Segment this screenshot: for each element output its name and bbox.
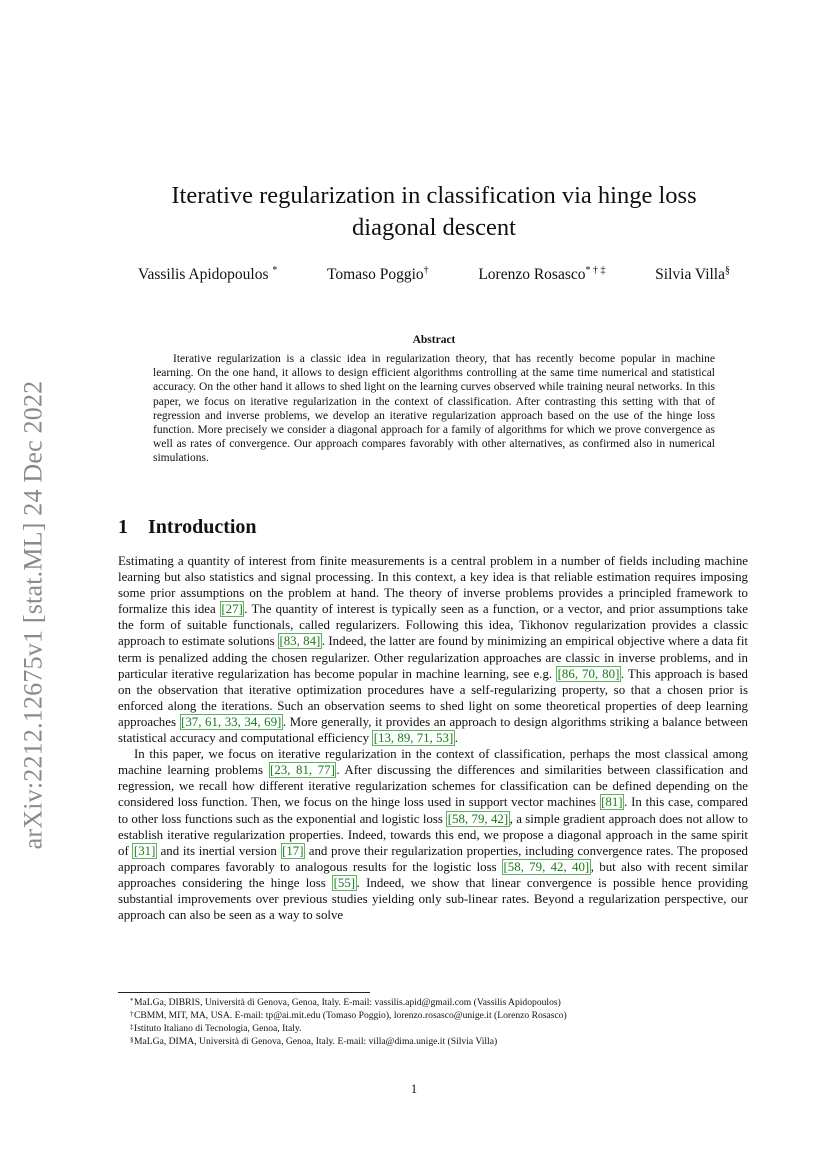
footnote: ‡ Istituto Italiano di Tecnologia, Genoa, Italy. bbox=[130, 1023, 302, 1034]
abstract-heading: Abstract bbox=[412, 334, 456, 346]
citation-link[interactable]: [58, 79, 42, 40] bbox=[503, 859, 590, 874]
paragraph: In this paper, we focus on iterative regularization in the context of classification, perhaps the most classical among machine learning problems [23, 81, 77] . After discussing the differences and similarities between classification and regression, we recall how different iterative regularization schemes for classification can be defined depending on the considered loss function. Then, we focus on the hinge loss used in support vector machines [81] . In this case, compared to other loss functions such as the exponential and logistic loss [58, 79, 42] , a simple gradient approach does not allow to establish iterative regularization properties. Indeed, towards this end, we propose a diagonal approach in the same spirit of [31] and its inertial version [17] and prove their regularization properties, including convergence rates. The proposed approach compares favorably to analogous results for the logistic loss [58, 79, 42, 40] , but also with recent similar approaches considering the hinge loss [55] . Indeed, we show that linear convergence is possible hence providing substantial improvements over previous studies yielding only sub-linear rates. Beyond a regularization perspective, our approach can also be seen as a way to solve bbox=[118, 747, 748, 923]
arxiv-sidebar-stamp bbox=[8, 350, 58, 880]
citation-link[interactable]: [31] bbox=[133, 843, 156, 858]
citation-link[interactable]: [17] bbox=[282, 843, 304, 858]
arxiv-identifier: arXiv:2212.12675v1 [stat.ML] 24 Dec 2022 bbox=[18, 380, 48, 850]
citation-link[interactable]: [55] bbox=[333, 875, 356, 890]
paragraph: Estimating a quantity of interest from finite measurements is a central problem in a number of fields including machine learning but also statistics and signal processing. In this context, a key idea is that reliable estimation requires imposing some prior assumptions on the problem at hand. The theory of inverse problems provides a principled framework to formalize this idea [27] . The quantity of interest is typically seen as a function, or a vector, and prior assumptions take the form of suitable functionals, called regularizers. Following this idea, Tikhonov regularization provides a classic approach to estimate solutions [83, 84] . Indeed, the latter are found by minimizing an empirical objective where a data fit term is penalized adding the chosen regularizer. Other regularization approaches are classic in inverse problems, and in particular iterative regularization has become popular in machine learning, see e.g. [86, 70, 80] . This approach is based on the observation that iterative optimization procedures have a self-regularizing property, so that a chosen prior is enforced along the iterations. Such an observation seems to shed light on some theoretical properties of deep learning approaches [37, 61, 33, 34, 69] . More generally, it provides an approach to design algorithms striking a balance between statistical accuracy and computational efficiency [13, 89, 71, 53] . bbox=[118, 554, 749, 746]
footnote: * MaLGa, DIBRIS, Università di Genova, Genoa, Italy. E-mail: vassilis.apid@gmail.com (Vassilis Apidopoulos) bbox=[130, 997, 561, 1008]
section-title: Introduction bbox=[148, 516, 257, 538]
title-line-1: Iterative regularization in classification via hinge loss bbox=[171, 182, 697, 209]
citation-link[interactable]: [81] bbox=[601, 795, 623, 810]
citation-link[interactable]: [37, 61, 33, 34, 69] bbox=[181, 714, 282, 729]
citation-link[interactable]: [86, 70, 80] bbox=[557, 666, 620, 681]
citation-link[interactable]: [83, 84] bbox=[279, 634, 321, 649]
citation-link[interactable]: [23, 81, 77] bbox=[270, 763, 335, 778]
paper-title bbox=[120, 180, 748, 244]
citation-link[interactable]: [58, 79, 42] bbox=[447, 811, 509, 826]
author: Tomaso Poggio† bbox=[327, 265, 429, 284]
author: Silvia Villa§ bbox=[655, 265, 730, 284]
section-heading bbox=[118, 516, 257, 539]
section-body bbox=[118, 553, 748, 923]
citation-link[interactable]: [13, 89, 71, 53] bbox=[373, 731, 454, 746]
abstract-text: Iterative regularization is a classic idea in regularization theory, that has recently become popular in machine learning. On the one hand, it allows to design efficient algorithms controlling at the same time numerical and statistical accuracy. On the other hand it allows to shed light on the learning curves observed while training neural networks. In this paper, we focus on iterative regularization in the context of classification. After contrasting this setting with that of regression and inverse problems, we develop an iterative regularization approach based on the use of the hinge loss function. More precisely we consider a diagonal approach for a family of algorithms for which we prove convergence as well as rates of convergence. Our approach compares favorably with other alternatives, as confirmed also in numerical simulations. bbox=[153, 353, 715, 465]
section-number: 1 bbox=[118, 516, 128, 538]
footnote: † CBMM, MIT, MA, USA. E-mail: tp@ai.mit.edu (Tomaso Poggio), lorenzo.rosasco@unige.it (Lorenzo Rosasco) bbox=[130, 1010, 567, 1021]
footnotes bbox=[118, 996, 748, 1048]
page-number: 1 bbox=[410, 1082, 418, 1096]
author: Vassilis Apidopoulos * bbox=[138, 265, 278, 284]
title-line-2: diagonal descent bbox=[352, 214, 516, 241]
author: Lorenzo Rosasco* † ‡ bbox=[478, 265, 606, 284]
citation-link[interactable]: [27] bbox=[221, 602, 243, 617]
footnote-rule bbox=[118, 992, 370, 993]
footnote: § MaLGa, DIMA, Università di Genova, Genoa, Italy. E-mail: villa@dima.unige.it (Silvia Villa) bbox=[130, 1036, 498, 1047]
author-list bbox=[120, 265, 748, 284]
